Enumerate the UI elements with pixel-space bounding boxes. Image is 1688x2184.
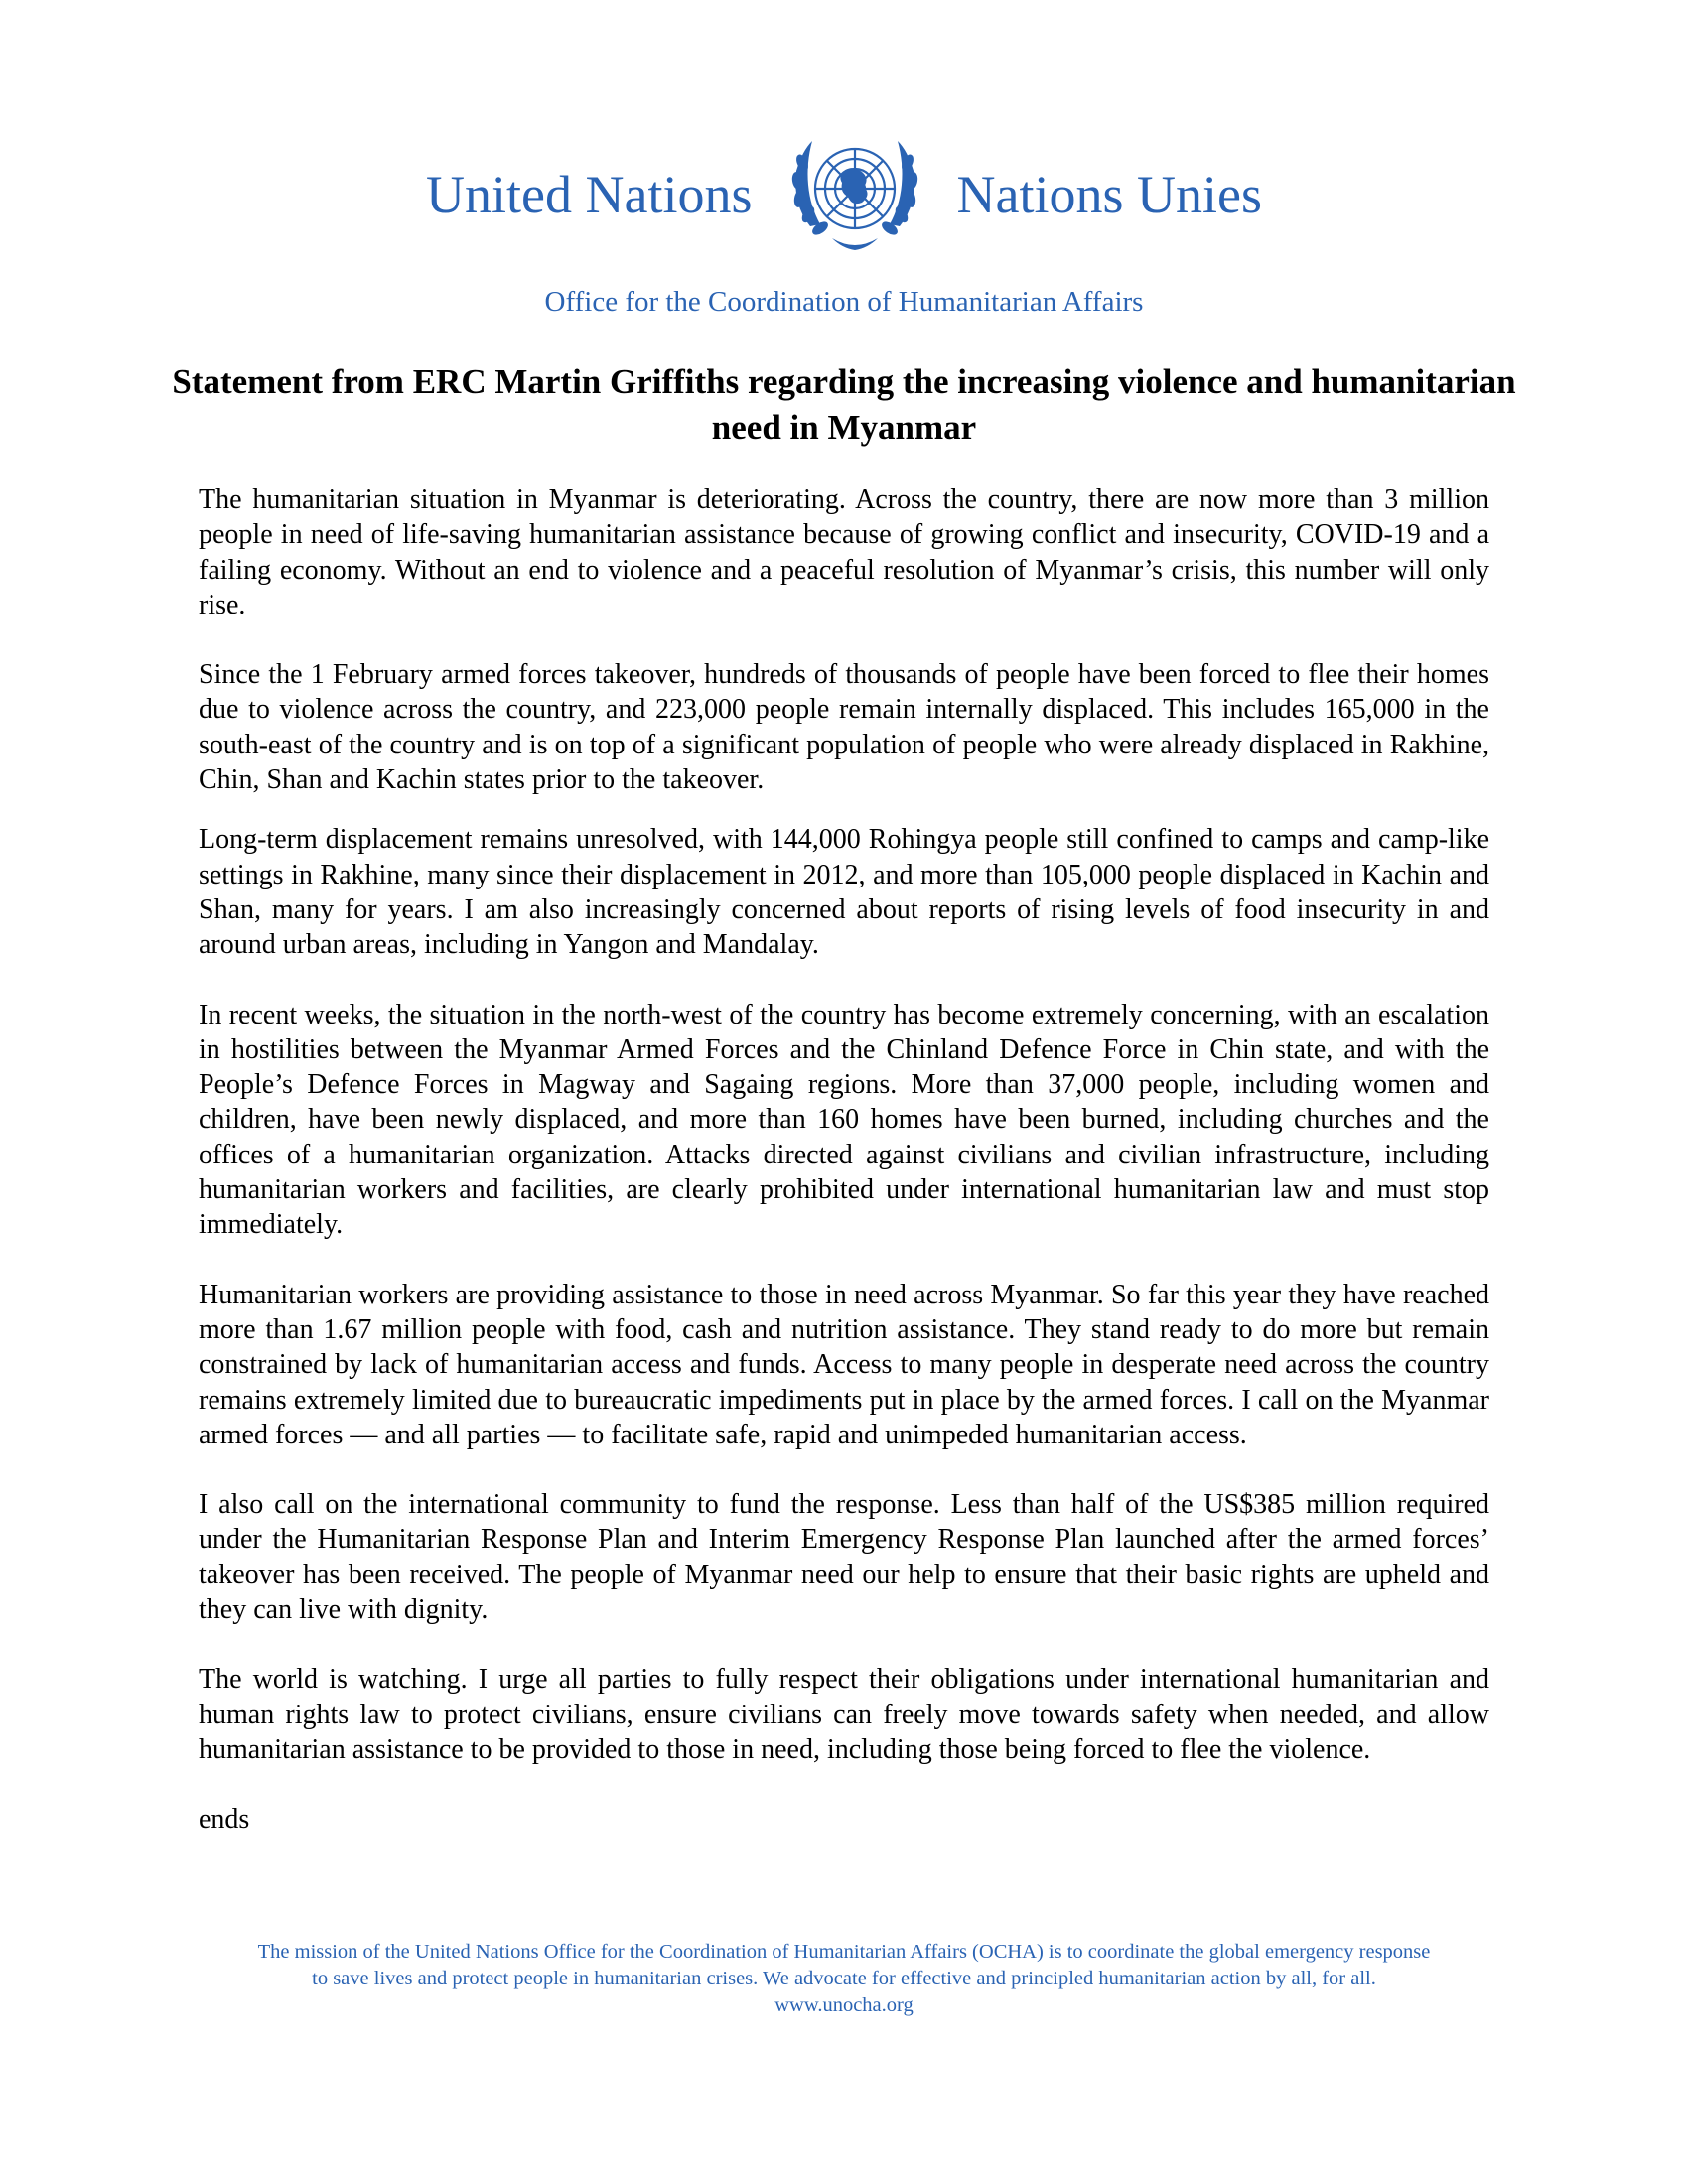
footer-line: The mission of the United Nations Office for the Coordination of Humanitarian Affairs (OCHA) is to coordinate the global emergency response: [257, 1941, 1431, 1963]
org-name-english: United Nations: [426, 165, 753, 224]
paragraph: I also call on the international community to fund the response. Less than half of the US$385 million required under the Humanitarian Response Plan and Interim Emergency Response Plan launched after the armed forces’ takeover has been received. The people of Myanmar need our help to ensure that their basic rights are upheld and they can live with dignity.: [199, 1489, 1489, 1626]
paragraph: Since the 1 February armed forces takeover, hundreds of thousands of people have been forced to flee their homes due to violence across the country, and 223,000 people remain internally displaced. This includes 165,000 in the south-east of the country and is on top of a significant population of people who were already displaced in Rakhine, Chin, Shan and Kachin states prior to the takeover.: [199, 659, 1489, 796]
footer-url: www.unocha.org: [774, 1994, 914, 2016]
paragraph: Long-term displacement remains unresolved, with 144,000 Rohingya people still confined to camps and camp-like settings in Rakhine, many since their displacement in 2012, and more than 105,000 people displaced in Kachin and Shan, many for years. I am also increasingly concerned about reports of rising levels of food insecurity in and around urban areas, including in Yangon and Mandalay.: [199, 824, 1489, 961]
ends-marker: ends: [199, 1804, 250, 1836]
statement-title: Statement from ERC Martin Griffiths regarding the increasing violence and humanitarian need in Myanmar: [172, 362, 1516, 447]
paragraph: Humanitarian workers are providing assistance to those in need across Myanmar. So far this year they have reached more than 1.67 million people with food, cash and nutrition assistance. They stand ready to do more but remain constrained by lack of humanitarian access and funds. Access to many people in desperate need across the country remains extremely limited due to bureaucratic impediments put in place by the armed forces. I call on the Myanmar armed forces — and all parties — to facilitate safe, rapid and unimpeded humanitarian access.: [199, 1279, 1489, 1450]
office-name: Office for the Coordination of Humanitarian Affairs: [544, 286, 1144, 318]
paragraph: In recent weeks, the situation in the north-west of the country has become extremely concerning, with an escalation in hostilities between the Myanmar Armed Forces and the Chinland Defence Force in Chin state, and with the People’s Defence Forces in Magway and Sagaing regions. More than 37,000 people, including women and children, have been newly displaced, and more than 160 homes have been burned, including churches and the offices of a humanitarian organization. Attacks directed against civilians and civilian infrastructure, including humanitarian workers and facilities, are clearly prohibited under international humanitarian law and must stop immediately.: [199, 999, 1489, 1241]
un-emblem-icon: [780, 127, 929, 262]
paragraph: The world is watching. I urge all parties to fully respect their obligations under international humanitarian and human rights law to protect civilians, ensure civilians can freely move towards safety when needed, and allow humanitarian assistance to be provided to those in need, including those being forced to flee the violence.: [199, 1664, 1489, 1765]
paragraph: The humanitarian situation in Myanmar is deteriorating. Across the country, there are now more than 3 million people in need of life-saving humanitarian assistance because of growing conflict and insecurity, COVID-19 and a failing economy. Without an end to violence and a peaceful resolution of Myanmar’s crisis, this number will only rise.: [199, 484, 1489, 620]
letterhead: [0, 127, 1688, 262]
statement-body: [199, 482, 1489, 1872]
org-name-french: Nations Unies: [956, 165, 1262, 224]
footer-line: to save lives and protect people in humanitarian crises. We advocate for effective and principled humanitarian action by all, for all.: [312, 1968, 1376, 1989]
mission-footer: [129, 1939, 1559, 2019]
